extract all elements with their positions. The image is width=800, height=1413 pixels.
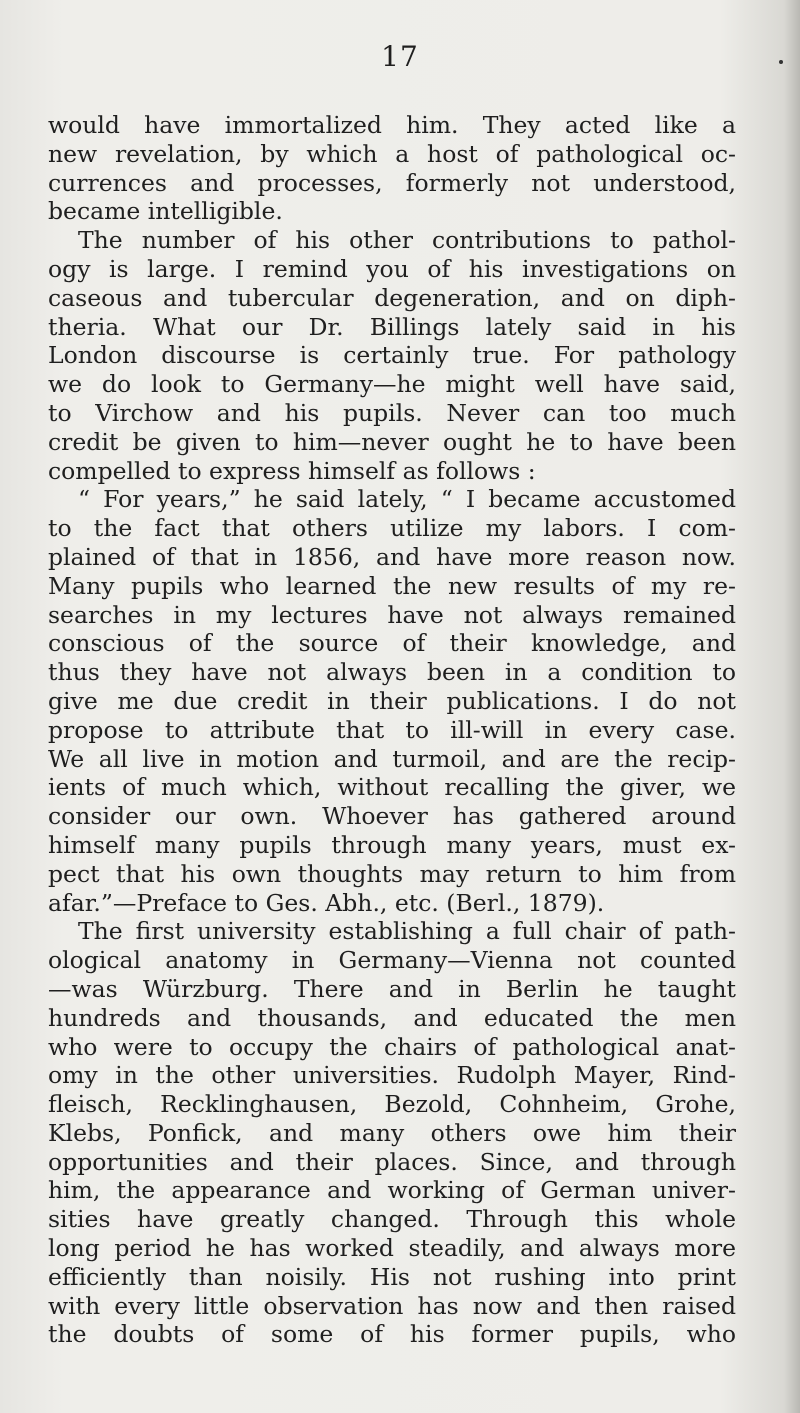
text-line: himself many pupils through many years, must ex- <box>48 830 736 859</box>
text-line: propose to attribute that to ill-will in every case. <box>48 715 736 744</box>
text-line: pect that his own thoughts may return to him from <box>48 859 736 888</box>
text-line: —was Würzburg. There and in Berlin he taught <box>48 974 736 1003</box>
text-line: “ For years,” he said lately, “ I became accustomed <box>78 485 736 514</box>
page-number: 17 <box>381 40 419 73</box>
text-line: plained of that in 1856, and have more reason now. <box>48 542 736 571</box>
text-line: The number of his other contributions to pathol- <box>78 226 736 255</box>
text-line: give me due credit in their publications. I do not <box>48 686 736 715</box>
text-line: Klebs, Ponfick, and many others owe him their <box>48 1118 736 1147</box>
text-line: London discourse is certainly true. For pathology <box>48 341 736 370</box>
text-line: we do look to Germany—he might well have said, <box>48 370 736 399</box>
text-line: to Virchow and his pupils. Never can too much <box>48 398 736 427</box>
text-line: fleisch, Recklinghausen, Bezold, Cohnheim, Grohe, <box>48 1090 736 1119</box>
text-line: who were to occupy the chairs of pathological anat- <box>48 1032 736 1061</box>
text-line: with every little observation has now and then raised <box>48 1291 736 1320</box>
text-line: to the fact that others utilize my labors. I com- <box>48 514 736 543</box>
text-line: opportunities and their places. Since, and through <box>48 1147 736 1176</box>
text-line: hundreds and thousands, and educated the men <box>48 1003 736 1032</box>
text-line: credit be given to him—never ought he to have been <box>48 427 736 456</box>
text-line: theria. What our Dr. Billings lately said in his <box>48 312 736 341</box>
text-line: The first university establishing a full chair of path- <box>78 917 736 946</box>
text-line: ogy is large. I remind you of his investigations on <box>48 254 736 283</box>
body-text <box>48 111 736 1349</box>
text-line: afar.”—Preface to Ges. Abh., etc. (Berl., 1879). <box>48 888 605 917</box>
text-line: the doubts of some of his former pupils, who <box>48 1320 736 1349</box>
text-line: would have immortalized him. They acted like a <box>48 111 736 139</box>
text-line: searches in my lectures have not always remained <box>48 600 736 629</box>
text-line: We all live in motion and turmoil, and are the recip- <box>48 744 736 773</box>
text-line: ological anatomy in Germany—Vienna not counted <box>48 946 736 975</box>
text-line: currences and processes, formerly not understood, <box>48 168 736 197</box>
text-line: caseous and tubercular degeneration, and on diph- <box>48 283 736 312</box>
text-line: new revelation, by which a host of pathological oc- <box>48 139 736 168</box>
text-line: conscious of the source of their knowledge, and <box>48 629 736 658</box>
text-line: thus they have not always been in a condition to <box>48 658 736 687</box>
text-line: compelled to express himself as follows : <box>48 456 536 485</box>
text-line: efficiently than noisily. His not rushing into print <box>48 1262 736 1291</box>
text-line: omy in the other universities. Rudolph Mayer, Rind- <box>48 1061 736 1090</box>
text-line: Many pupils who learned the new results of my re- <box>48 571 736 600</box>
ink-speck <box>779 60 783 64</box>
text-line: him, the appearance and working of German univer- <box>48 1176 736 1205</box>
text-line: became intelligible. <box>48 197 283 226</box>
text-line: sities have greatly changed. Through this whole <box>48 1205 736 1234</box>
text-line: consider our own. Whoever has gathered around <box>48 802 736 831</box>
text-line: ients of much which, without recalling the giver, we <box>48 773 736 802</box>
text-line: long period he has worked steadily, and always more <box>48 1234 736 1263</box>
